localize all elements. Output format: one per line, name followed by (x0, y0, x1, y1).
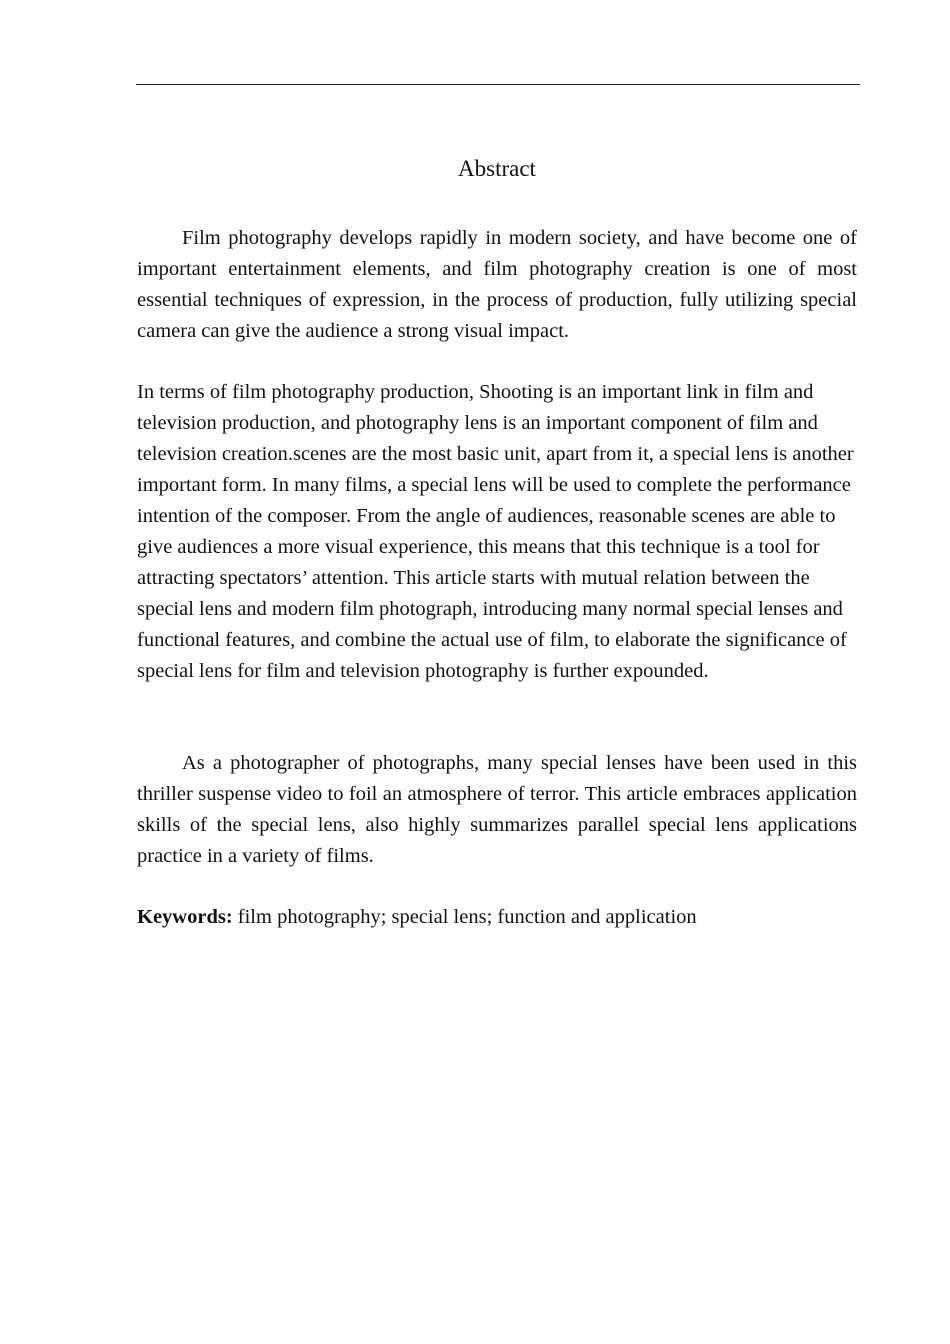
keywords-text: film photography; special lens; function and application (232, 906, 697, 928)
keywords-line (137, 902, 857, 933)
header-rule (136, 84, 860, 85)
abstract-paragraph-3: As a photographer of photographs, many special lenses have been used in this thriller suspense video to foil an atmosphere of terror. This article embraces application skills of the special lens, also highly summarizes parallel special lens applications practice in a variety of films. (137, 752, 857, 867)
abstract-title: Abstract (458, 156, 536, 181)
abstract-paragraph-2: In terms of film photography production, Shooting is an important link in film and television production, and photography lens is an important component of film and television creation.scenes are the most basic unit, apart from it, a special lens is another important form. In many films, a special lens will be used to complete the performance intention of the composer. From the angle of audiences, reasonable scenes are able to give audiences a more visual experience, this means that this technique is a tool for attracting spectators’ attention. This article starts with mutual relation between the special lens and modern film photograph, introducing many normal special lenses and functional features, and combine the actual use of film, to elaborate the significance of special lens for film and television photography is further expounded. (137, 381, 854, 682)
abstract-paragraph-1: Film photography develops rapidly in modern society, and have become one of important entertainment elements, and film photography creation is one of most essential techniques of expression, in the process of production, fully utilizing special camera can give the audience a strong visual impact. (137, 227, 857, 342)
keywords-label: Keywords: (137, 906, 233, 928)
